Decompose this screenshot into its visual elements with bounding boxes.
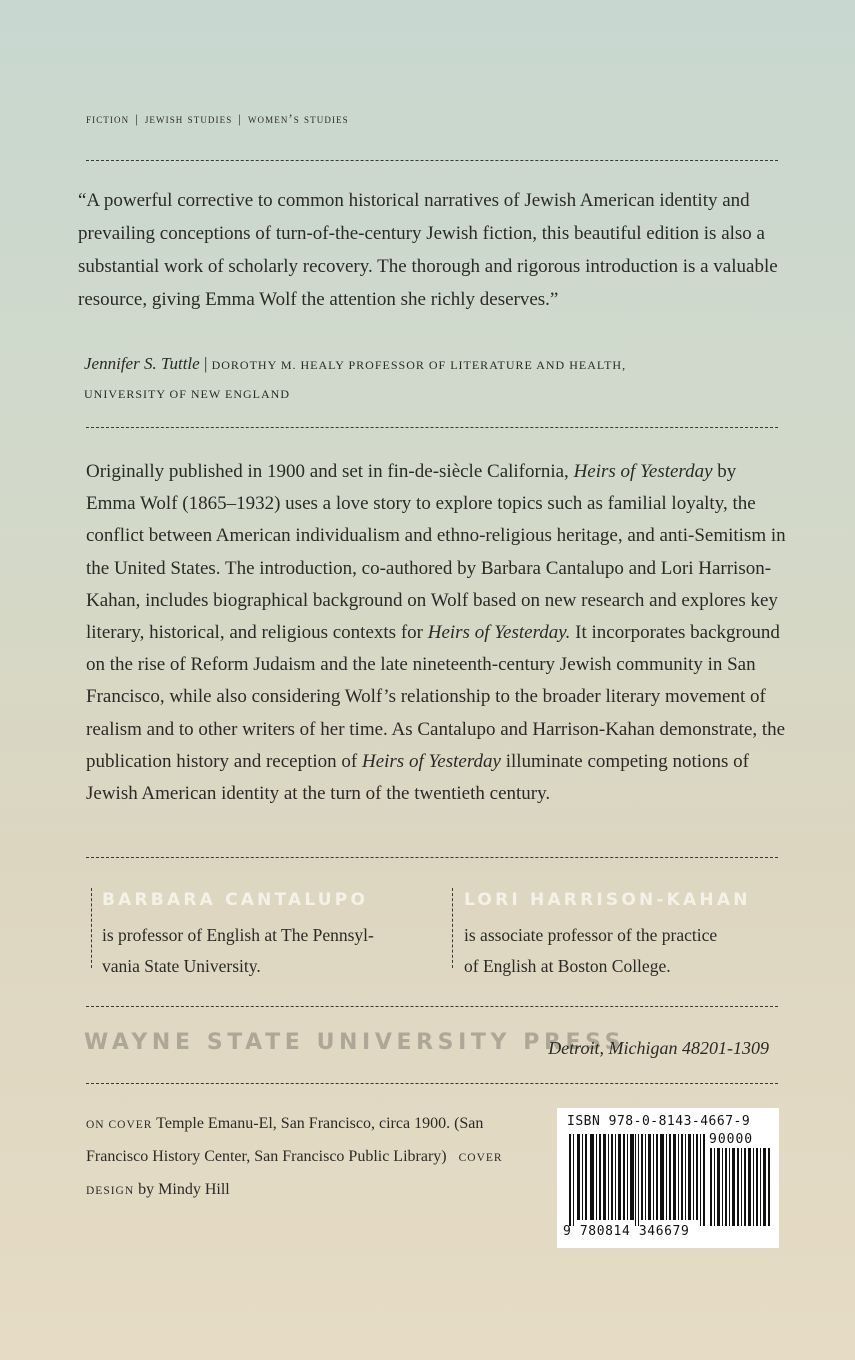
description-text-4: illuminate competing notions of Jewish American identity at the turn of the twentieth century. bbox=[86, 750, 749, 805]
blurb-attribution bbox=[84, 350, 784, 408]
divider-quote bbox=[86, 427, 778, 428]
author-bio-harrison-kahan bbox=[464, 920, 784, 982]
book-description bbox=[86, 456, 786, 810]
ean-barcode-icon bbox=[567, 1134, 707, 1226]
author-bio-line: is professor of English at The Pennsyl- bbox=[102, 925, 374, 945]
category-line bbox=[86, 112, 349, 127]
author-name-cantalupo: BARBARA CANTALUPO bbox=[102, 890, 369, 910]
credit-text: by Mindy Hill bbox=[134, 1181, 230, 1198]
category-jewish-studies: jewish studies bbox=[144, 112, 233, 126]
addon-digits: 90000 bbox=[709, 1132, 754, 1147]
blurb-affiliation-2: UNIVERSITY OF NEW ENGLAND bbox=[84, 387, 290, 401]
description-text-3: It incorporates background on the rise of Reform Judaism and the late nineteenth-century Jewish community in San Francisco, while also considering Wolf’s relationship to the broader literary movement of realism and to other writers of her time. As Cantalupo and Harrison-Kahan demonstrate, the publication history and reception of bbox=[86, 622, 786, 772]
ean-digits: 9 780814 346679 bbox=[563, 1224, 690, 1239]
credit-text: Temple Emanu-El, San Francisco, circa 1900. (San Francisco History Center, San Francisco Public Library) bbox=[86, 1115, 484, 1165]
description-text-2: by Emma Wolf (1865–1932) uses a love story to explore topics such as familial loyalty, the conflict between American individualism and ethno-religious heritage, and anti-Semitism in the United States. The introduction, co-authored by Barbara Cantalupo and Lori Harrison-Kahan, includes biographical background on Wolf based on new research and explores key literary, historical, and religious contexts for bbox=[86, 461, 786, 644]
publisher-name: WAYNE STATE UNIVERSITY PRESS bbox=[84, 1030, 626, 1055]
author-name-harrison-kahan: LORI HARRISON-KAHAN bbox=[464, 890, 751, 910]
author-bio-line: is associate professor of the practice bbox=[464, 925, 718, 945]
divider-top bbox=[86, 160, 778, 161]
addon-barcode-icon bbox=[709, 1148, 771, 1226]
credit-label: COVER DESIGN bbox=[86, 1152, 503, 1197]
author-bio-line: vania State University. bbox=[102, 956, 261, 976]
isbn-barcode bbox=[557, 1108, 779, 1248]
author-bio-line: of English at Boston College. bbox=[464, 956, 671, 976]
category-womens-studies: women’s studies bbox=[247, 112, 349, 126]
isbn-text: ISBN 978-0-8143-4667-9 bbox=[567, 1114, 751, 1129]
description-text-1: Originally published in 1900 and set in fin-de-siècle California, bbox=[86, 461, 574, 482]
author-bar bbox=[91, 888, 92, 968]
divider-publisher bbox=[86, 1083, 778, 1084]
book-title-italic: Heirs of Yesterday bbox=[361, 750, 501, 772]
attribution-separator: | bbox=[203, 354, 208, 373]
blurb-quote: “A powerful corrective to common historical narratives of Jewish American identity and prevailing conceptions of turn-of-the-century Jewish fiction, this beautiful edition is also a substantial work of scholarly recovery. The thorough and rigorous introduction is a valuable resource, giving Emma Wolf the attention she richly deserves.” bbox=[78, 190, 778, 310]
category-fiction: fiction bbox=[86, 112, 130, 126]
blurb-author: Jennifer S. Tuttle bbox=[84, 354, 200, 373]
cover-credits bbox=[86, 1108, 506, 1207]
author-bio-cantalupo bbox=[102, 920, 432, 982]
divider-description bbox=[86, 857, 778, 858]
blurb-affiliation-1: DOROTHY M. HEALY PROFESSOR OF LITERATURE AND HEALTH, bbox=[211, 358, 627, 372]
publisher-location: Detroit, Michigan 48201-1309 bbox=[548, 1038, 769, 1058]
author-bar bbox=[452, 888, 453, 968]
divider-authors bbox=[86, 1006, 778, 1007]
category-separator: | bbox=[135, 112, 139, 126]
credit-label: ON COVER bbox=[86, 1119, 153, 1131]
book-title-italic: Heirs of Yesterday. bbox=[427, 622, 571, 644]
book-title-italic: Heirs of Yesterday bbox=[573, 461, 713, 482]
category-separator: | bbox=[238, 112, 242, 126]
